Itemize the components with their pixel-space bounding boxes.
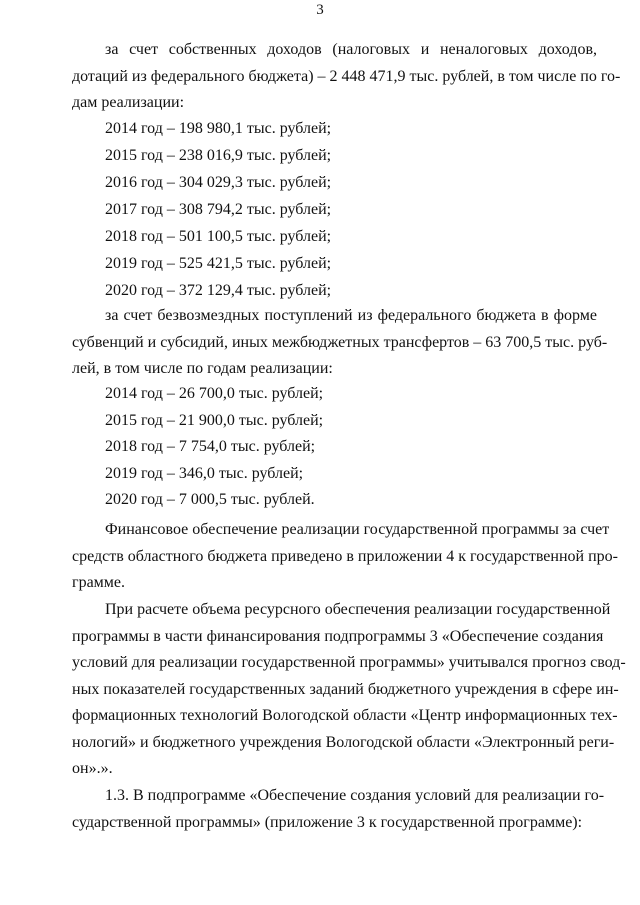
list-item: 2020 год – 7 000,5 тыс. рублей. bbox=[105, 491, 315, 508]
paragraph-line: сударственной программы» (приложение 3 к государственной программе): bbox=[72, 813, 583, 831]
paragraph-line: При расчете объема ресурсного обеспечения реализации государственной bbox=[105, 601, 611, 618]
paragraph-line: субвенций и субсидий, иных межбюджетных трансфертов – 63 700,5 тыс. руб- bbox=[72, 333, 608, 351]
page-number: 3 bbox=[316, 2, 324, 18]
federal-transfers-by-year-list bbox=[105, 385, 323, 518]
list-item: 2015 год – 238 016,9 тыс. рублей; bbox=[105, 147, 332, 164]
list-item: 2016 год – 304 029,3 тыс. рублей; bbox=[105, 174, 332, 191]
paragraph-regional-budget bbox=[72, 517, 618, 597]
list-item: 2019 год – 346,0 тыс. рублей; bbox=[105, 464, 304, 482]
paragraph-line: за счет безвозмездных поступлений из федерального бюджета в форме bbox=[105, 307, 597, 324]
paragraph-line: за счет собственных доходов (налоговых и неналоговых доходов, bbox=[105, 41, 597, 58]
own-revenue-by-year-list bbox=[105, 120, 331, 309]
list-item: 2019 год – 525 421,5 тыс. рублей; bbox=[105, 255, 332, 272]
paragraph-line: условий для реализации государственной программы» учитывался прогноз свод- bbox=[72, 654, 626, 671]
list-item: 2014 год – 26 700,0 тыс. рублей; bbox=[105, 385, 324, 402]
paragraph-own-revenue bbox=[72, 37, 621, 117]
list-item: 2017 год – 308 794,2 тыс. рублей; bbox=[105, 201, 332, 218]
list-item: 2015 год – 21 900,0 тыс. рублей; bbox=[105, 411, 324, 429]
list-item: 2018 год – 7 754,0 тыс. рублей; bbox=[105, 438, 316, 455]
paragraph-line: дам реализации: bbox=[72, 94, 185, 111]
paragraph-resource-calculation bbox=[72, 597, 626, 783]
paragraph-line: он».». bbox=[72, 760, 113, 777]
paragraph-line: программы в части финансирования подпрограммы 3 «Обеспечение создания bbox=[72, 627, 604, 645]
paragraph-line: Финансовое обеспечение реализации государственной программы за счет bbox=[105, 521, 610, 538]
paragraph-line: дотаций из федерального бюджета) – 2 448 471,9 тыс. рублей, в том числе по го- bbox=[72, 67, 621, 85]
paragraph-line: 1.3. В подпрограмме «Обеспечение создания условий для реализации го- bbox=[105, 787, 605, 804]
paragraph-federal-transfers bbox=[72, 303, 608, 383]
paragraph-section-1-3 bbox=[72, 783, 605, 836]
list-item: 2018 год – 501 100,5 тыс. рублей; bbox=[105, 228, 332, 245]
paragraph-line: ных показателей государственных заданий бюджетного учреждения в сфере ин- bbox=[72, 680, 619, 698]
paragraph-line: формационных технологий Вологодской области «Центр информационных тех- bbox=[72, 707, 618, 724]
paragraph-line: нологий» и бюджетного учреждения Вологодской области «Электронный реги- bbox=[72, 733, 615, 751]
list-item: 2014 год – 198 980,1 тыс. рублей; bbox=[105, 120, 332, 137]
paragraph-line: лей, в том числе по годам реализации: bbox=[72, 360, 333, 377]
paragraph-line: грамме. bbox=[72, 574, 126, 591]
list-item: 2020 год – 372 129,4 тыс. рублей; bbox=[105, 282, 332, 299]
paragraph-line: средств областного бюджета приведено в приложении 4 к государственной про- bbox=[72, 547, 618, 565]
